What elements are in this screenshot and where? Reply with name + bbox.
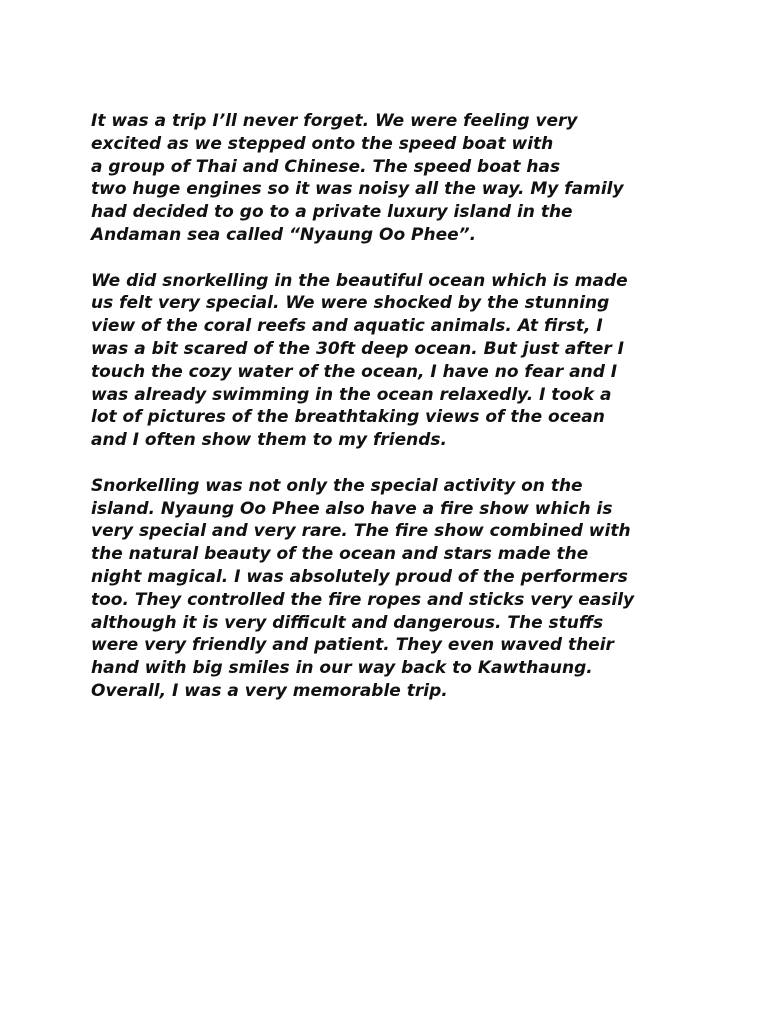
text-line: lot of pictures of the breathtaking views of the ocean xyxy=(91,407,605,428)
text-line: touch the cozy water of the ocean, I have no fear and I xyxy=(91,361,618,382)
text-line: hand with big smiles in our way back to Kawthaung. xyxy=(91,658,593,679)
text-line: island. Nyaung Oo Phee also have a fire show which is xyxy=(91,498,613,519)
text-line: had decided to go to a private luxury island in the xyxy=(91,202,573,223)
text-line: was already swimming in the ocean relaxedly. I took a xyxy=(91,384,612,405)
text-line: Overall, I was a very memorable trip. xyxy=(91,680,448,701)
paragraph-1 xyxy=(91,110,691,247)
text-line: a group of Thai and Chinese. The speed boat has xyxy=(91,156,561,177)
paragraph-3 xyxy=(91,475,691,703)
essay-body xyxy=(91,110,691,726)
text-line: Andaman sea called “Nyaung Oo Phee”. xyxy=(91,224,477,245)
paragraph-2 xyxy=(91,270,691,452)
text-line: were very friendly and patient. They even waved their xyxy=(91,635,614,656)
text-line: the natural beauty of the ocean and stars made the xyxy=(91,544,589,565)
text-line: was a bit scared of the 30ft deep ocean. But just after I xyxy=(91,338,624,359)
text-line: very special and very rare. The fire show combined with xyxy=(91,521,631,542)
text-line: although it is very difficult and dangerous. The stuffs xyxy=(91,612,604,633)
text-line: Snorkelling was not only the special activity on the xyxy=(91,475,583,496)
text-line: two huge engines so it was noisy all the way. My family xyxy=(91,179,624,200)
text-line: excited as we stepped onto the speed boat with xyxy=(91,133,554,154)
text-line: It was a trip I’ll never forget. We were feeling very xyxy=(91,111,578,131)
text-line: We did snorkelling in the beautiful ocean which is made xyxy=(91,270,628,291)
text-line: and I often show them to my friends. xyxy=(91,430,447,451)
text-line: night magical. I was absolutely proud of the performers xyxy=(91,566,628,587)
text-line: view of the coral reefs and aquatic animals. At first, I xyxy=(91,316,603,337)
text-line: too. They controlled the fire ropes and sticks very easily xyxy=(91,589,635,610)
text-line: us felt very special. We were shocked by the stunning xyxy=(91,293,610,314)
